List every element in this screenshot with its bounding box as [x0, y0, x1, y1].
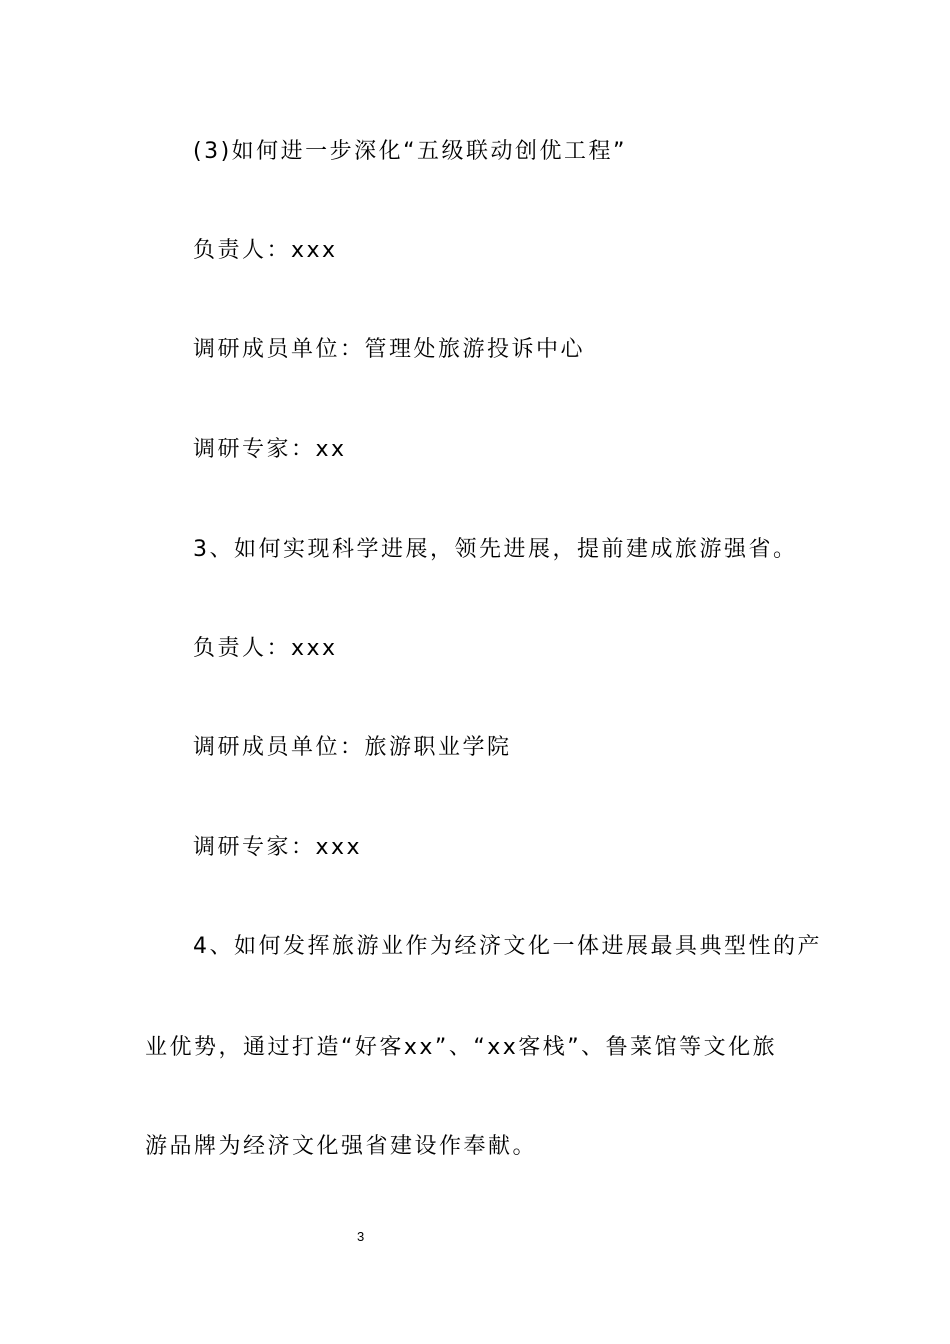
responsible-person-line: 负责人：xxx: [193, 636, 338, 661]
subsection-heading-3: (3)如何进一步深化“五级联动创优工程”: [193, 139, 627, 164]
item-4-paragraph-line-2: 业优势，通过打造“好客xx”、“xx客栈”、鲁菜馆等文化旅: [145, 1035, 778, 1060]
research-expert-line: 调研专家：xx: [193, 437, 347, 462]
research-unit-line: 调研成员单位：旅游职业学院: [193, 735, 512, 760]
research-expert-line: 调研专家：xxx: [193, 835, 363, 860]
item-3-heading: 3、如何实现科学进展，领先进展，提前建成旅游强省。: [193, 537, 798, 562]
responsible-person-line: 负责人：xxx: [193, 238, 338, 263]
page-number: 3: [357, 1229, 365, 1244]
item-4-paragraph-line-3: 游品牌为经济文化强省建设作奉献。: [145, 1134, 538, 1159]
item-4-paragraph-line-1: 4、如何发挥旅游业作为经济文化一体进展最具典型性的产: [193, 934, 822, 959]
research-unit-line: 调研成员单位：管理处旅游投诉中心: [193, 337, 586, 362]
